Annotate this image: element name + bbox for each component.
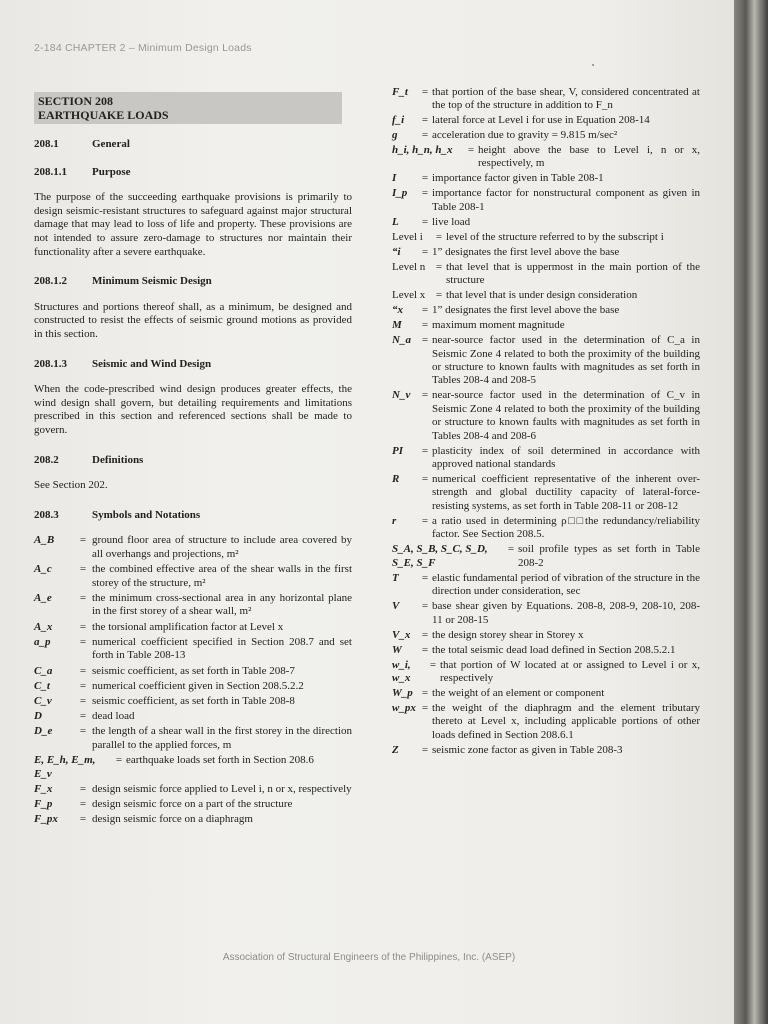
equals-sign: = bbox=[421, 129, 429, 141]
symbol-row bbox=[392, 114, 700, 127]
symbol-definition: near-source factor used in the determination of C_a in Seismic Zone 4 related to both the proximity of the building or structure to known faults with magnitudes as set forth in Tables 208-4 and 208-5 bbox=[432, 334, 700, 387]
symbol-row bbox=[392, 389, 700, 443]
symbol: M bbox=[392, 319, 402, 332]
symbol: A_B bbox=[34, 534, 55, 547]
section-title-box bbox=[34, 92, 342, 124]
symbol-row bbox=[392, 129, 700, 142]
symbol-definition: the total seismic dead load defined in Section 208.5.2.1 bbox=[432, 643, 676, 656]
symbol-row bbox=[392, 473, 700, 513]
symbol-definition: earthquake loads set forth in Section 208.6 bbox=[126, 754, 314, 767]
equals-sign: = bbox=[421, 304, 429, 317]
heading-number: 208.3 bbox=[34, 508, 59, 521]
symbol: F_px bbox=[34, 813, 58, 826]
paragraph-minimum-seismic: Structures and portions thereof shall, as a minimum, be designed and constructed to resist the effects of seismic ground motions as provided in this section. bbox=[34, 300, 352, 340]
symbol: F_x bbox=[34, 782, 53, 795]
symbol: C_t bbox=[34, 679, 50, 692]
equals-sign: = bbox=[79, 798, 87, 811]
symbol-definition: numerical coefficient representative of the inherent over-strength and global ductility capacity of lateral-force-resisting systems, as set forth in Table 208-11 or 208-12 bbox=[432, 473, 700, 512]
equals-sign: = bbox=[79, 679, 87, 692]
equals-sign: = bbox=[421, 215, 429, 228]
symbol-definition: the length of a shear wall in the first storey in the direction parallel to the applied forces, m bbox=[92, 725, 352, 751]
symbol: a_p bbox=[34, 635, 51, 648]
heading-number: 208.1.1 bbox=[34, 165, 67, 178]
symbol-definition: acceleration due to gravity = 9.815 m/sec² bbox=[432, 129, 618, 141]
symbol-row bbox=[34, 783, 352, 797]
symbol: V bbox=[392, 600, 400, 613]
heading-title: Seismic and Wind Design bbox=[92, 357, 212, 370]
symbol-definition: dead load bbox=[92, 710, 135, 723]
symbol-definition: design seismic force on a part of the structure bbox=[92, 798, 293, 811]
symbol-definition: the minimum cross-sectional area in any horizontal plane in the first storey of a shear wall, m² bbox=[92, 591, 352, 618]
equals-sign: = bbox=[115, 754, 123, 767]
symbol: V_x bbox=[392, 628, 411, 641]
equals-sign: = bbox=[421, 245, 429, 258]
symbol-definition: the weight of the diaphragm and the element tributary thereto at Level x, including applicable portions of other loads defined in Section 208.6.1 bbox=[432, 701, 700, 741]
heading-208-1 bbox=[34, 138, 352, 152]
symbol: Level n bbox=[392, 260, 426, 273]
equals-sign: = bbox=[79, 694, 87, 707]
equals-sign: = bbox=[421, 743, 429, 756]
heading-208-1-3 bbox=[34, 358, 352, 372]
equals-sign: = bbox=[421, 571, 429, 584]
symbol-row bbox=[34, 710, 352, 724]
symbol-row bbox=[392, 445, 700, 472]
symbol: f_i bbox=[392, 114, 405, 126]
symbol-definition: importance factor for nonstructural component as given in Table 208-1 bbox=[432, 187, 700, 213]
symbol: w_px bbox=[392, 701, 416, 714]
symbol-row bbox=[392, 702, 700, 742]
symbol: A_x bbox=[34, 620, 53, 633]
symbol-row bbox=[34, 621, 352, 635]
symbol-row bbox=[392, 261, 700, 288]
equals-sign: = bbox=[435, 260, 443, 273]
running-head: 2-184 CHAPTER 2 – Minimum Design Loads bbox=[34, 42, 252, 54]
paragraph-definitions: See Section 202. bbox=[34, 479, 108, 492]
equals-sign: = bbox=[79, 591, 87, 604]
equals-sign: = bbox=[79, 620, 87, 633]
symbol-definition: that level that is uppermost in the main portion of the structure bbox=[446, 260, 700, 287]
section-name: EARTHQUAKE LOADS bbox=[38, 108, 169, 122]
symbol: PI bbox=[392, 444, 403, 457]
symbol-row bbox=[392, 687, 700, 700]
symbol-row bbox=[392, 600, 700, 627]
symbol-definition: that portion of W located at or assigned to Level i or x, respectively bbox=[440, 658, 700, 684]
heading-title: General bbox=[92, 138, 130, 150]
symbol-definition: base shear given by Equations. 208-8, 208-9, 208-10, 208-11 or 208-15 bbox=[432, 600, 700, 626]
equals-sign: = bbox=[421, 686, 429, 699]
symbol-definition: a ratio used in determining ρ□□the redundancy/reliability factor. See Section 208.5. bbox=[432, 514, 700, 541]
symbol: W bbox=[392, 643, 402, 656]
equals-sign: = bbox=[421, 85, 429, 98]
equals-sign: = bbox=[421, 172, 429, 185]
equals-sign: = bbox=[79, 534, 87, 547]
equals-sign: = bbox=[79, 664, 87, 677]
symbol: E, E_h, E_m, E_v bbox=[34, 754, 96, 780]
symbol: Level x bbox=[392, 289, 426, 302]
symbol-row bbox=[392, 246, 700, 259]
symbol-row bbox=[34, 636, 352, 663]
symbol-definition: numerical coefficient specified in Section 208.7 and set forth in Table 208-13 bbox=[92, 635, 352, 662]
symbol-row bbox=[392, 86, 700, 113]
symbol-row bbox=[392, 644, 700, 657]
symbol-row bbox=[392, 231, 700, 244]
symbol-definition: 1” designates the first level above the base bbox=[432, 245, 620, 258]
symbol: r bbox=[392, 514, 397, 527]
symbol-definition: the weight of an element or component bbox=[432, 686, 605, 699]
symbol: I_p bbox=[392, 187, 408, 200]
equals-sign: = bbox=[421, 600, 429, 613]
equals-sign: = bbox=[421, 114, 429, 126]
symbol-row bbox=[392, 289, 700, 302]
equals-sign: = bbox=[79, 635, 87, 648]
equals-sign: = bbox=[421, 514, 429, 527]
equals-sign: = bbox=[421, 643, 429, 656]
symbol-definition: elastic fundamental period of vibration of the structure in the direction under consideration, sec bbox=[432, 571, 700, 598]
symbol-row bbox=[392, 319, 700, 332]
book-spine-shadow bbox=[734, 0, 768, 1024]
heading-208-1-2 bbox=[34, 275, 352, 289]
right-column bbox=[392, 84, 700, 757]
symbol-row bbox=[34, 695, 352, 709]
heading-title: Symbols and Notations bbox=[92, 508, 201, 521]
equals-sign: = bbox=[421, 628, 429, 641]
symbol-definition: the combined effective area of the shear walls in the first storey of the structure, m² bbox=[92, 563, 352, 589]
equals-sign: = bbox=[421, 389, 429, 402]
symbol-row bbox=[34, 813, 352, 827]
symbol: R bbox=[392, 473, 400, 486]
symbol-definition: that level that is under design consideration bbox=[446, 289, 638, 302]
symbol: h_i, h_n, h_x bbox=[392, 144, 453, 156]
symbol-row bbox=[392, 334, 700, 388]
equals-sign: = bbox=[79, 563, 87, 576]
symbol: L bbox=[392, 215, 399, 228]
symbol-row bbox=[34, 680, 352, 694]
equals-sign: = bbox=[421, 187, 429, 200]
symbol: C_v bbox=[34, 694, 52, 707]
symbol-row bbox=[34, 754, 352, 781]
heading-title: Minimum Seismic Design bbox=[92, 275, 212, 288]
symbol: Z bbox=[392, 743, 399, 756]
symbol-definition: live load bbox=[432, 215, 471, 228]
heading-number: 208.1.2 bbox=[34, 275, 67, 288]
symbol-row bbox=[392, 216, 700, 229]
symbol-row bbox=[392, 629, 700, 642]
symbol: w_i, w_x bbox=[392, 658, 411, 684]
symbol-definition: that portion of the base shear, V, considered concentrated at the top of the structure in addition to F_n bbox=[432, 85, 700, 111]
symbol-definition: importance factor given in Table 208-1 bbox=[432, 172, 604, 185]
heading-title: Definitions bbox=[92, 453, 144, 466]
symbol-definition: soil profile types as set forth in Table 208-2 bbox=[518, 543, 700, 569]
equals-sign: = bbox=[79, 710, 87, 723]
symbol-list-left bbox=[34, 534, 352, 827]
symbol: “x bbox=[392, 304, 403, 317]
symbol-row bbox=[34, 534, 352, 561]
symbol-row bbox=[392, 172, 700, 185]
equals-sign: = bbox=[421, 334, 429, 347]
symbol-definition: design seismic force on a diaphragm bbox=[92, 813, 253, 826]
symbol-row bbox=[392, 144, 700, 171]
symbol: F_t bbox=[392, 85, 408, 98]
symbol: I bbox=[392, 172, 397, 185]
symbol-row bbox=[392, 572, 700, 599]
symbol-definition: lateral force at Level i for use in Equation 208-14 bbox=[432, 114, 650, 126]
equals-sign: = bbox=[421, 473, 429, 486]
equals-sign: = bbox=[467, 144, 475, 156]
symbol-row bbox=[392, 744, 700, 757]
symbol-definition: maximum moment magnitude bbox=[432, 319, 565, 332]
symbol-definition: ground floor area of structure to include area covered by all overhangs and projections, m² bbox=[92, 534, 352, 560]
heading-208-3 bbox=[34, 509, 352, 523]
symbol-row bbox=[392, 187, 700, 214]
heading-number: 208.2 bbox=[34, 453, 59, 466]
symbol: N_v bbox=[392, 389, 411, 402]
symbol-row bbox=[392, 543, 700, 570]
symbol: N_a bbox=[392, 334, 411, 347]
equals-sign: = bbox=[429, 658, 437, 671]
symbol-row bbox=[34, 563, 352, 590]
heading-208-2 bbox=[34, 454, 352, 468]
symbol-definition: the torsional amplification factor at Level x bbox=[92, 620, 284, 633]
paragraph-purpose: The purpose of the succeeding earthquake provisions is primarily to design seismic-resistant structures to safeguard against major structural damage that may lead to loss of life and property. These provisions are not intended to assure zero-damage to structures nor maintain their functionality after a severe earthquake. bbox=[34, 191, 352, 258]
symbol-definition: design seismic force applied to Level i, n or x, respectively bbox=[92, 782, 352, 795]
symbol-definition: seismic coefficient, as set forth in Table 208-7 bbox=[92, 664, 295, 677]
symbol-row bbox=[392, 304, 700, 317]
equals-sign: = bbox=[79, 725, 87, 738]
heading-title: Purpose bbox=[92, 165, 131, 178]
symbol-row bbox=[392, 659, 700, 686]
symbol: g bbox=[392, 129, 398, 141]
equals-sign: = bbox=[435, 289, 443, 302]
symbol-definition: the design storey shear in Storey x bbox=[432, 628, 584, 641]
symbol-definition: seismic coefficient, as set forth in Table 208-8 bbox=[92, 694, 295, 707]
equals-sign: = bbox=[421, 701, 429, 714]
heading-208-1-1 bbox=[34, 166, 352, 180]
symbol-definition: level of the structure referred to by the subscript i bbox=[446, 230, 664, 243]
equals-sign: = bbox=[79, 782, 87, 795]
paragraph-wind-design: When the code-prescribed wind design produces greater effects, the wind design shall govern, but detailing requirements and limitations prescribed in this section and referenced sections shall be made to govern. bbox=[34, 383, 352, 436]
symbol: D bbox=[34, 710, 42, 723]
equals-sign: = bbox=[435, 230, 443, 243]
symbol-row bbox=[34, 798, 352, 812]
symbol-row bbox=[34, 592, 352, 619]
speck bbox=[592, 64, 594, 66]
symbol-definition: height above the base to Level i, n or x, respectively, m bbox=[478, 144, 700, 170]
symbol: T bbox=[392, 571, 399, 584]
symbol: S_A, S_B, S_C, S_D, S_E, S_F bbox=[392, 543, 488, 569]
equals-sign: = bbox=[421, 444, 429, 457]
symbol: “i bbox=[392, 245, 401, 258]
equals-sign: = bbox=[507, 543, 515, 556]
symbol-definition: near-source factor used in the determination of C_v in Seismic Zone 4 related to both the proximity of the building or structure to known faults with magnitudes as set forth in Tables 208-4 and 208-6 bbox=[432, 389, 700, 442]
equals-sign: = bbox=[79, 813, 87, 826]
symbol: F_p bbox=[34, 798, 53, 811]
symbol: C_a bbox=[34, 664, 53, 677]
heading-number: 208.1 bbox=[34, 138, 59, 150]
symbol-definition: seismic zone factor as given in Table 208-3 bbox=[432, 743, 623, 756]
symbol-definition: numerical coefficient given in Section 208.5.2.2 bbox=[92, 679, 304, 692]
symbol-definition: 1” designates the first level above the base bbox=[432, 304, 620, 317]
equals-sign: = bbox=[421, 319, 429, 332]
symbol: A_e bbox=[34, 591, 52, 604]
symbol-definition: plasticity index of soil determined in accordance with approved national standards bbox=[432, 444, 700, 471]
symbol-row bbox=[34, 665, 352, 679]
symbol: A_c bbox=[34, 563, 52, 576]
page-footer: Association of Structural Engineers of the Philippines, Inc. (ASEP) bbox=[222, 952, 516, 963]
symbol-list-right bbox=[392, 86, 700, 758]
section-number: SECTION 208 bbox=[38, 94, 114, 108]
heading-number: 208.1.3 bbox=[34, 357, 67, 370]
symbol: W_p bbox=[392, 686, 413, 699]
symbol-row bbox=[392, 515, 700, 542]
left-column bbox=[34, 92, 352, 827]
symbol-row bbox=[34, 725, 352, 752]
symbol: Level i bbox=[392, 230, 423, 243]
symbol: D_e bbox=[34, 725, 53, 738]
